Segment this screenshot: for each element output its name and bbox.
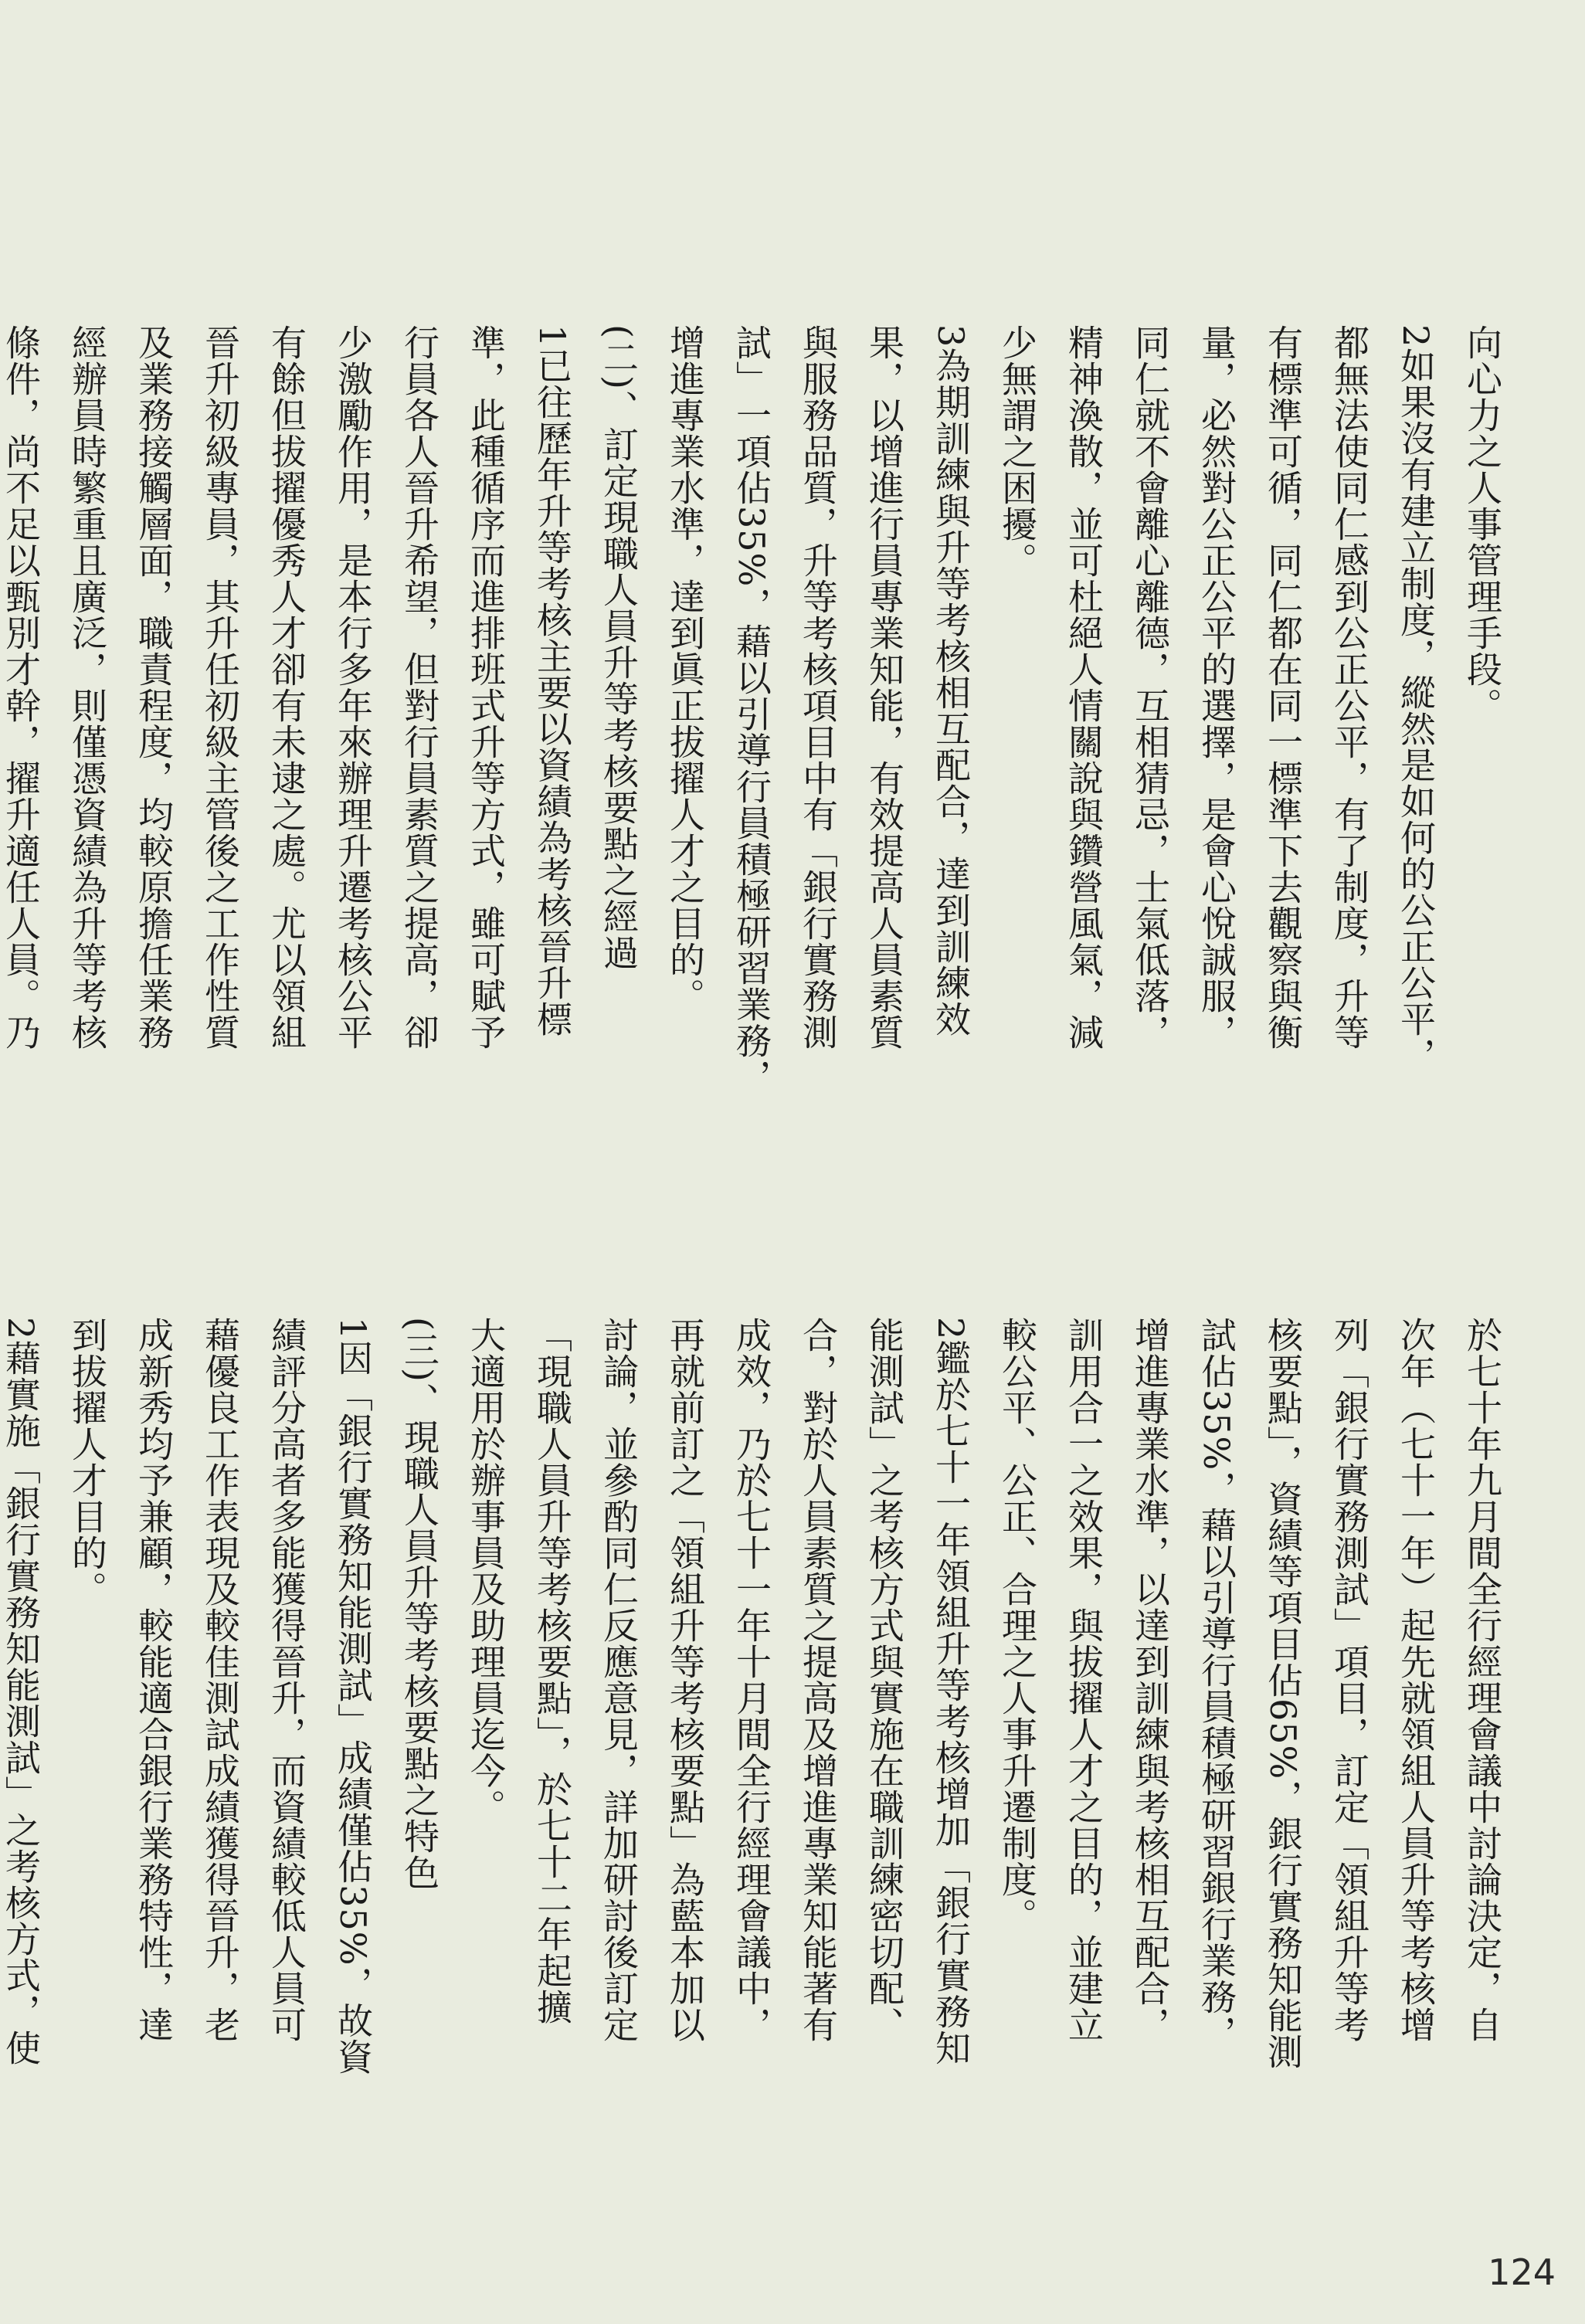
text-column: 再就前訂之「領組升等考核要點」為藍本加以 [664,1317,706,2043]
text-column: 到拔擢人才目的。 [66,1317,108,1607]
text-column: 3為期訓練與升等考核相互配合，達到訓練效 [930,324,972,1038]
text-column: 精神渙散，並可杜絕人情關說與鑽營風氣，減 [1063,324,1105,1050]
text-column: 較公平、公正、合理之人事升遷制度。 [996,1317,1038,1934]
text-column: 核要點」，資績等項目佔65%，銀行實務知能測 [1262,1317,1304,2071]
text-column: 與服務品質，升等考核項目中有「銀行實務測 [797,324,839,1050]
text-column: 條件，尚不足以甄別才幹，擢升適任人員。乃 [0,324,42,1050]
text-column: 2藉實施「銀行實務知能測試」之考核方式，使 [0,1317,42,2067]
text-column: 1已往歷年升等考核主要以資績為考核晉升標 [531,324,573,1038]
lower-text-block [0,1317,1515,2251]
text-column: 有餘但拔擢優秀人才卻有未逮之處。尤以領組 [266,324,307,1050]
text-column: 晉升初級專員，其升任初級主管後之工作性質 [199,324,241,1050]
text-column: 都無法使同仁感到公正公平，有了制度，升等 [1329,324,1370,1050]
text-column: 成新秀均予兼顧，較能適合銀行業務特性，達 [133,1317,175,2043]
section-heading: (三)、現職人員升等考核要點之特色 [399,1317,440,1891]
text-column: 大適用於辦事員及助理員迄今。 [465,1317,507,1825]
text-column: 於七十年九月間全行經理會議中討論決定，自 [1461,1317,1503,2043]
text-column: 試佔35%，藉以引導行員積極研習銀行業務， [1196,1317,1237,2052]
text-column: 訓用合一之效果，與拔擢人才之目的，並建立 [1063,1317,1105,2043]
text-column: 經辦員時繁重且廣泛，則僅憑資績為升等考核 [66,324,108,1050]
text-column: 同仁就不會離心離德，互相猜忌，士氣低落， [1129,324,1171,1050]
text-column: 果，以增進行員專業知能，有效提高人員素質 [864,324,905,1050]
text-column: 次年（七十一年）起先就領組人員升等考核增 [1395,1317,1437,2043]
text-column: 績評分高者多能獲得晉升，而資績較低人員可 [266,1317,307,2043]
page-number: 124 [1488,2251,1556,2293]
text-column: 藉優良工作表現及較佳測試成績獲得晉升，老 [199,1317,241,2043]
text-column: 合，對於人員素質之提高及增進專業知能著有 [797,1317,839,2043]
text-column: 成效，乃於七十一年十月間全行經理會議中， [731,1317,772,2043]
text-column: 向心力之人事管理手段。 [1461,324,1503,724]
text-column: 有標準可循，同仁都在同一標準下去觀察與衡 [1262,324,1304,1050]
text-column: 行員各人晉升希望，但對行員素質之提高，卻 [399,324,440,1050]
text-column: 試」一項佔35%，藉以引導行員積極研習業務， [731,324,772,1096]
section-heading: (二)、訂定現職人員升等考核要點之經過 [598,324,640,971]
text-column: 少無謂之困擾。 [996,324,1038,578]
text-column: 討論，並參酌同仁反應意見，詳加研討後訂定 [598,1317,640,2043]
text-column: 2如果沒有建立制度，縱然是如何的公正公平， [1395,324,1437,1074]
text-column: 增進專業水準，達到眞正拔擢人才之目的。 [664,324,706,1014]
upper-text-block [0,324,1515,1236]
text-column: 2鑑於七十一年領組升等考核增加「銀行實務知 [930,1317,972,2067]
text-column: 增進專業水準，以達到訓練與考核相互配合， [1129,1317,1171,2043]
text-column: 1因「銀行實務知能測試」成績僅佔35%，故資 [332,1317,374,2075]
text-column: 量，必然對公正公平的選擇，是會心悅誠服， [1196,324,1237,1050]
text-column: 準，此種循序而進排班式升等方式，雖可賦予 [465,324,507,1050]
text-column: 能測試」之考核方式與實施在職訓練密切配、 [864,1317,905,2043]
text-column: 列「銀行實務測試」項目，訂定「領組升等考 [1329,1317,1370,2043]
text-column: 及業務接觸層面，職責程度，均較原擔任業務 [133,324,175,1050]
text-column: 少激勵作用，是本行多年來辦理升遷考核公平 [332,324,374,1050]
text-column: 「現職人員升等考核要點」，於七十二年起擴 [531,1317,573,2025]
